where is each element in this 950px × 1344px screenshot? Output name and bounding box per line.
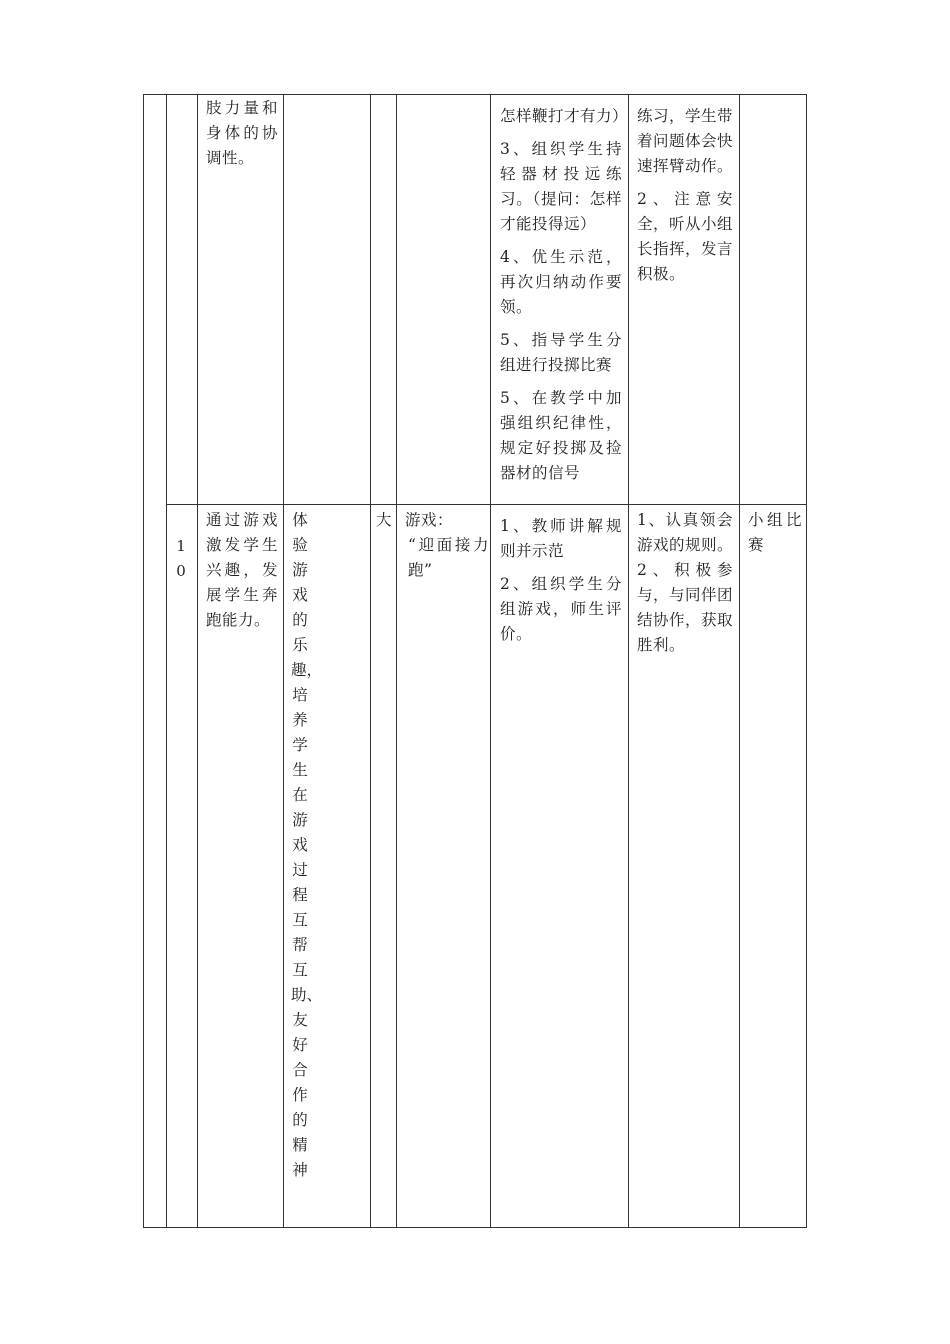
- row1-goal-cell: [206, 96, 278, 171]
- row2-goal-cell: [206, 508, 278, 633]
- row1-student-item: 练习，学生带着问题体会快速挥臂动作。: [637, 107, 734, 175]
- row2-org-cell: [748, 508, 802, 558]
- row2-content-line: “迎面接力跑”: [408, 536, 489, 579]
- row2-emotion-text: 体验游戏的乐趣，培养学生在游戏过程互帮互助、友好合作的精神: [291, 511, 323, 1179]
- row1-teacher-cell: [500, 104, 629, 494]
- row2-student-cell: [637, 508, 733, 666]
- row1-student-cell: [637, 104, 733, 295]
- row1-teacher-item: 3、组织学生持轻器材投远练习。（提问：怎样才能投得远）: [500, 140, 622, 233]
- row2-content-cell: [405, 508, 489, 583]
- row2-org-text: 小组比赛: [748, 511, 802, 554]
- row1-teacher-item: 怎样鞭打才有力）: [500, 107, 629, 125]
- row2-emotion-cell: [290, 508, 323, 1183]
- row1-teacher-item: 5、在教学中加强组织纪律性，规定好投掷及捡器材的信号: [500, 389, 622, 482]
- row1-goal-text: 肢力量和身体的协调性。: [206, 99, 278, 167]
- row2-teacher-item: 2、组织学生分组游戏，师生评价。: [500, 575, 622, 643]
- row2-teacher-cell: [500, 514, 622, 655]
- row2-student-item: 1、认真领会游戏的规则。: [637, 511, 734, 554]
- row1-student-item: 2、注意安全，听从小组长指挥，发言积极。: [637, 190, 734, 283]
- row2-intensity-cell: [376, 508, 394, 533]
- row2-time-cell: [171, 534, 191, 584]
- lesson-plan-table: [143, 94, 807, 1228]
- row2-goal-text: 通过游戏激发学生兴趣，发展学生奔跑能力。: [206, 511, 278, 629]
- row2-student-item: 2、积极参与，与同伴团结协作，获取胜利。: [637, 561, 734, 654]
- row1-teacher-item: 4、优生示范，再次归纳动作要领。: [500, 248, 622, 316]
- row2-content-line: 游戏：: [405, 511, 454, 529]
- row1-teacher-item: 5、指导学生分组进行投掷比赛: [500, 331, 622, 374]
- row2-time-text: 10: [176, 537, 186, 580]
- row2-intensity-text: 大: [376, 511, 393, 529]
- row2-teacher-item: 1、教师讲解规则并示范: [500, 517, 622, 560]
